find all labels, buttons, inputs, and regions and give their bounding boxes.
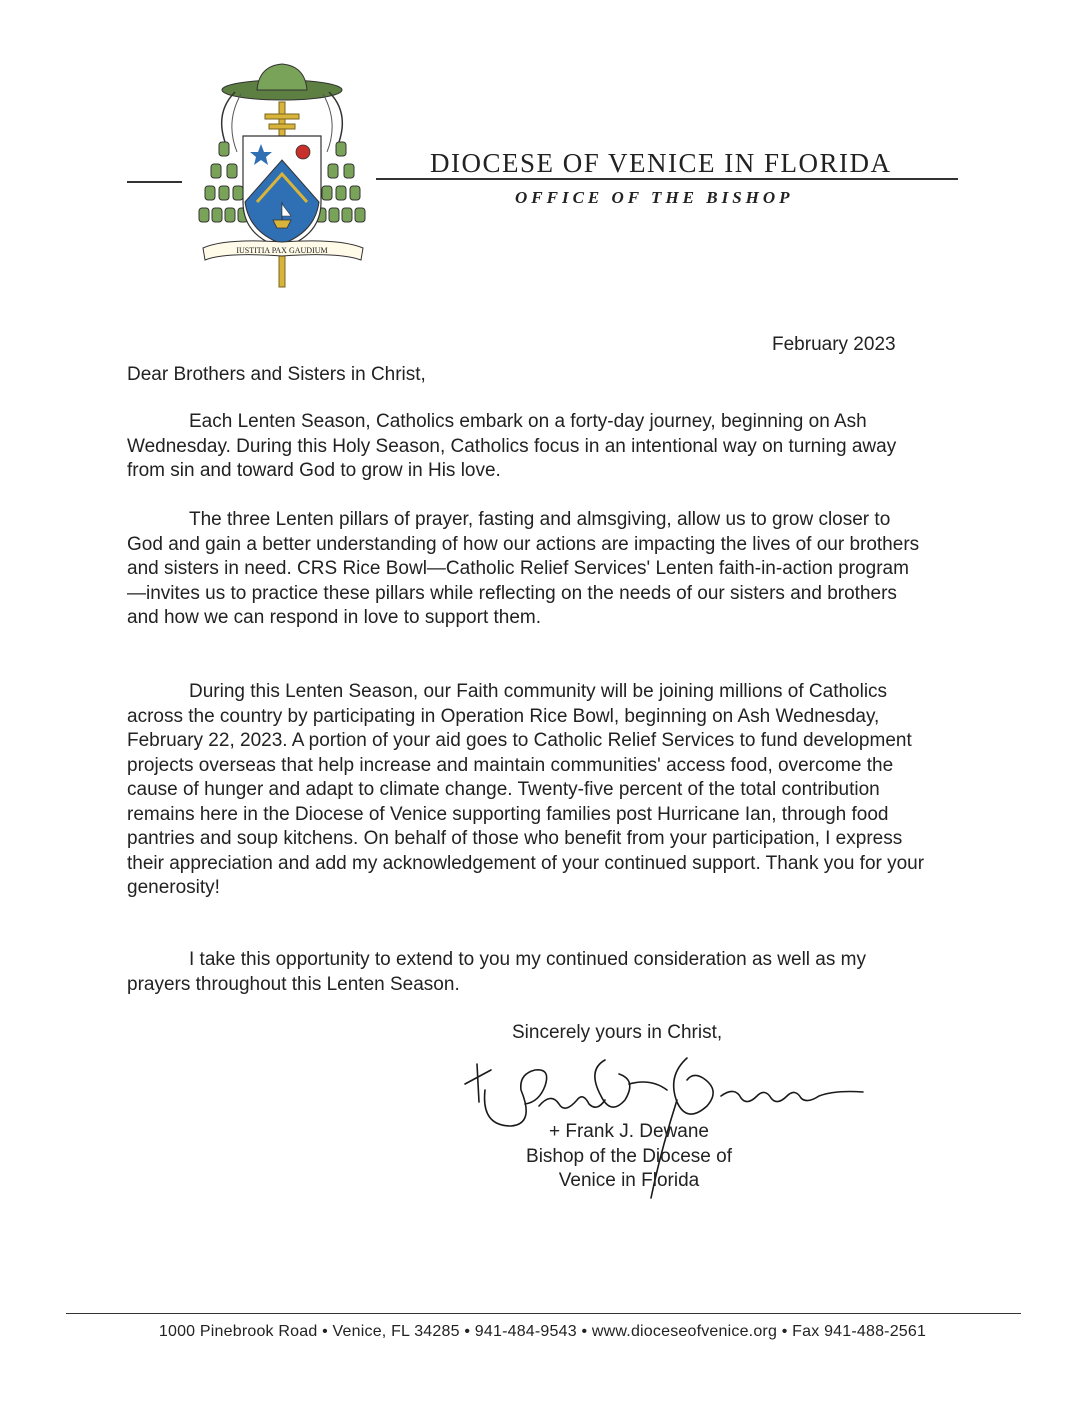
coat-of-arms-emblem (195, 52, 370, 288)
shield-icon (243, 136, 321, 248)
signer-title-line2: Venice in Florida (558, 1170, 700, 1191)
closing: Sincerely yours in Christ, (512, 1022, 723, 1043)
body-paragraph: During this Lenten Season, our Faith community will be joining millions of Catholics across the country by participating in Operation Rice Bowl, beginning on Ash Wednesday, February 22, 2023. A portion of your aid goes to Catholic Relief Services to fund development projects overseas that help increase and maintain communities' access food, overcome the cause of hunger and adapt to climate change. Twenty-five percent of the total contribution remains here in the Diocese of Venice supporting families post Hurricane Ian, through food pantries and soup kitchens. On behalf of those who benefit from your participation, I express their appreciation and add my acknowledgement of your continued support. Thank you for your generosity! (127, 681, 925, 898)
footer-rule (66, 1313, 1021, 1314)
office-subtitle: OFFICE OF THE BISHOP (515, 188, 794, 207)
diocese-title: DIOCESE OF VENICE IN FLORIDA (430, 148, 892, 178)
footer-contact: 1000 Pinebrook Road • Venice, FL 34285 • 941-484-9543 • www.dioceseofvenice.org • Fax 941-488-2561 (158, 1323, 927, 1340)
signer-title-line1: Bishop of the Diocese of (526, 1145, 732, 1167)
body-paragraph: The three Lenten pillars of prayer, fasting and almsgiving, allow us to grow closer to God and gain a better understanding of how our actions are impacting the lives of our brothers and sisters in need. CRS Rice Bowl—Catholic Relief Services' Lenten faith-in-action program—invites us to practice these pillars while reflecting on the needs of our sisters and brothers and how we can respond in love to support them. (127, 509, 920, 628)
letterhead-left-rule (127, 181, 182, 183)
left-tassels-icon (199, 142, 248, 222)
right-tassels-icon (316, 142, 365, 222)
salutation: Dear Brothers and Sisters in Christ, (127, 364, 426, 385)
motto-text: IUSTITIA PAX GAUDIUM (236, 246, 328, 255)
body-paragraph: Each Lenten Season, Catholics embark on a forty-day journey, beginning on Ash Wednesday. During this Holy Season, Catholics focus in an intentional way on turning away from sin and toward God to grow in His love. (127, 411, 897, 481)
body-paragraph: I take this opportunity to extend to you my continued consideration as well as my prayers throughout this Lenten Season. (127, 949, 866, 995)
signer-block (509, 1120, 749, 1194)
signer-name: + Frank J. Dewane (549, 1121, 709, 1142)
letter-date: February 2023 (772, 334, 896, 355)
